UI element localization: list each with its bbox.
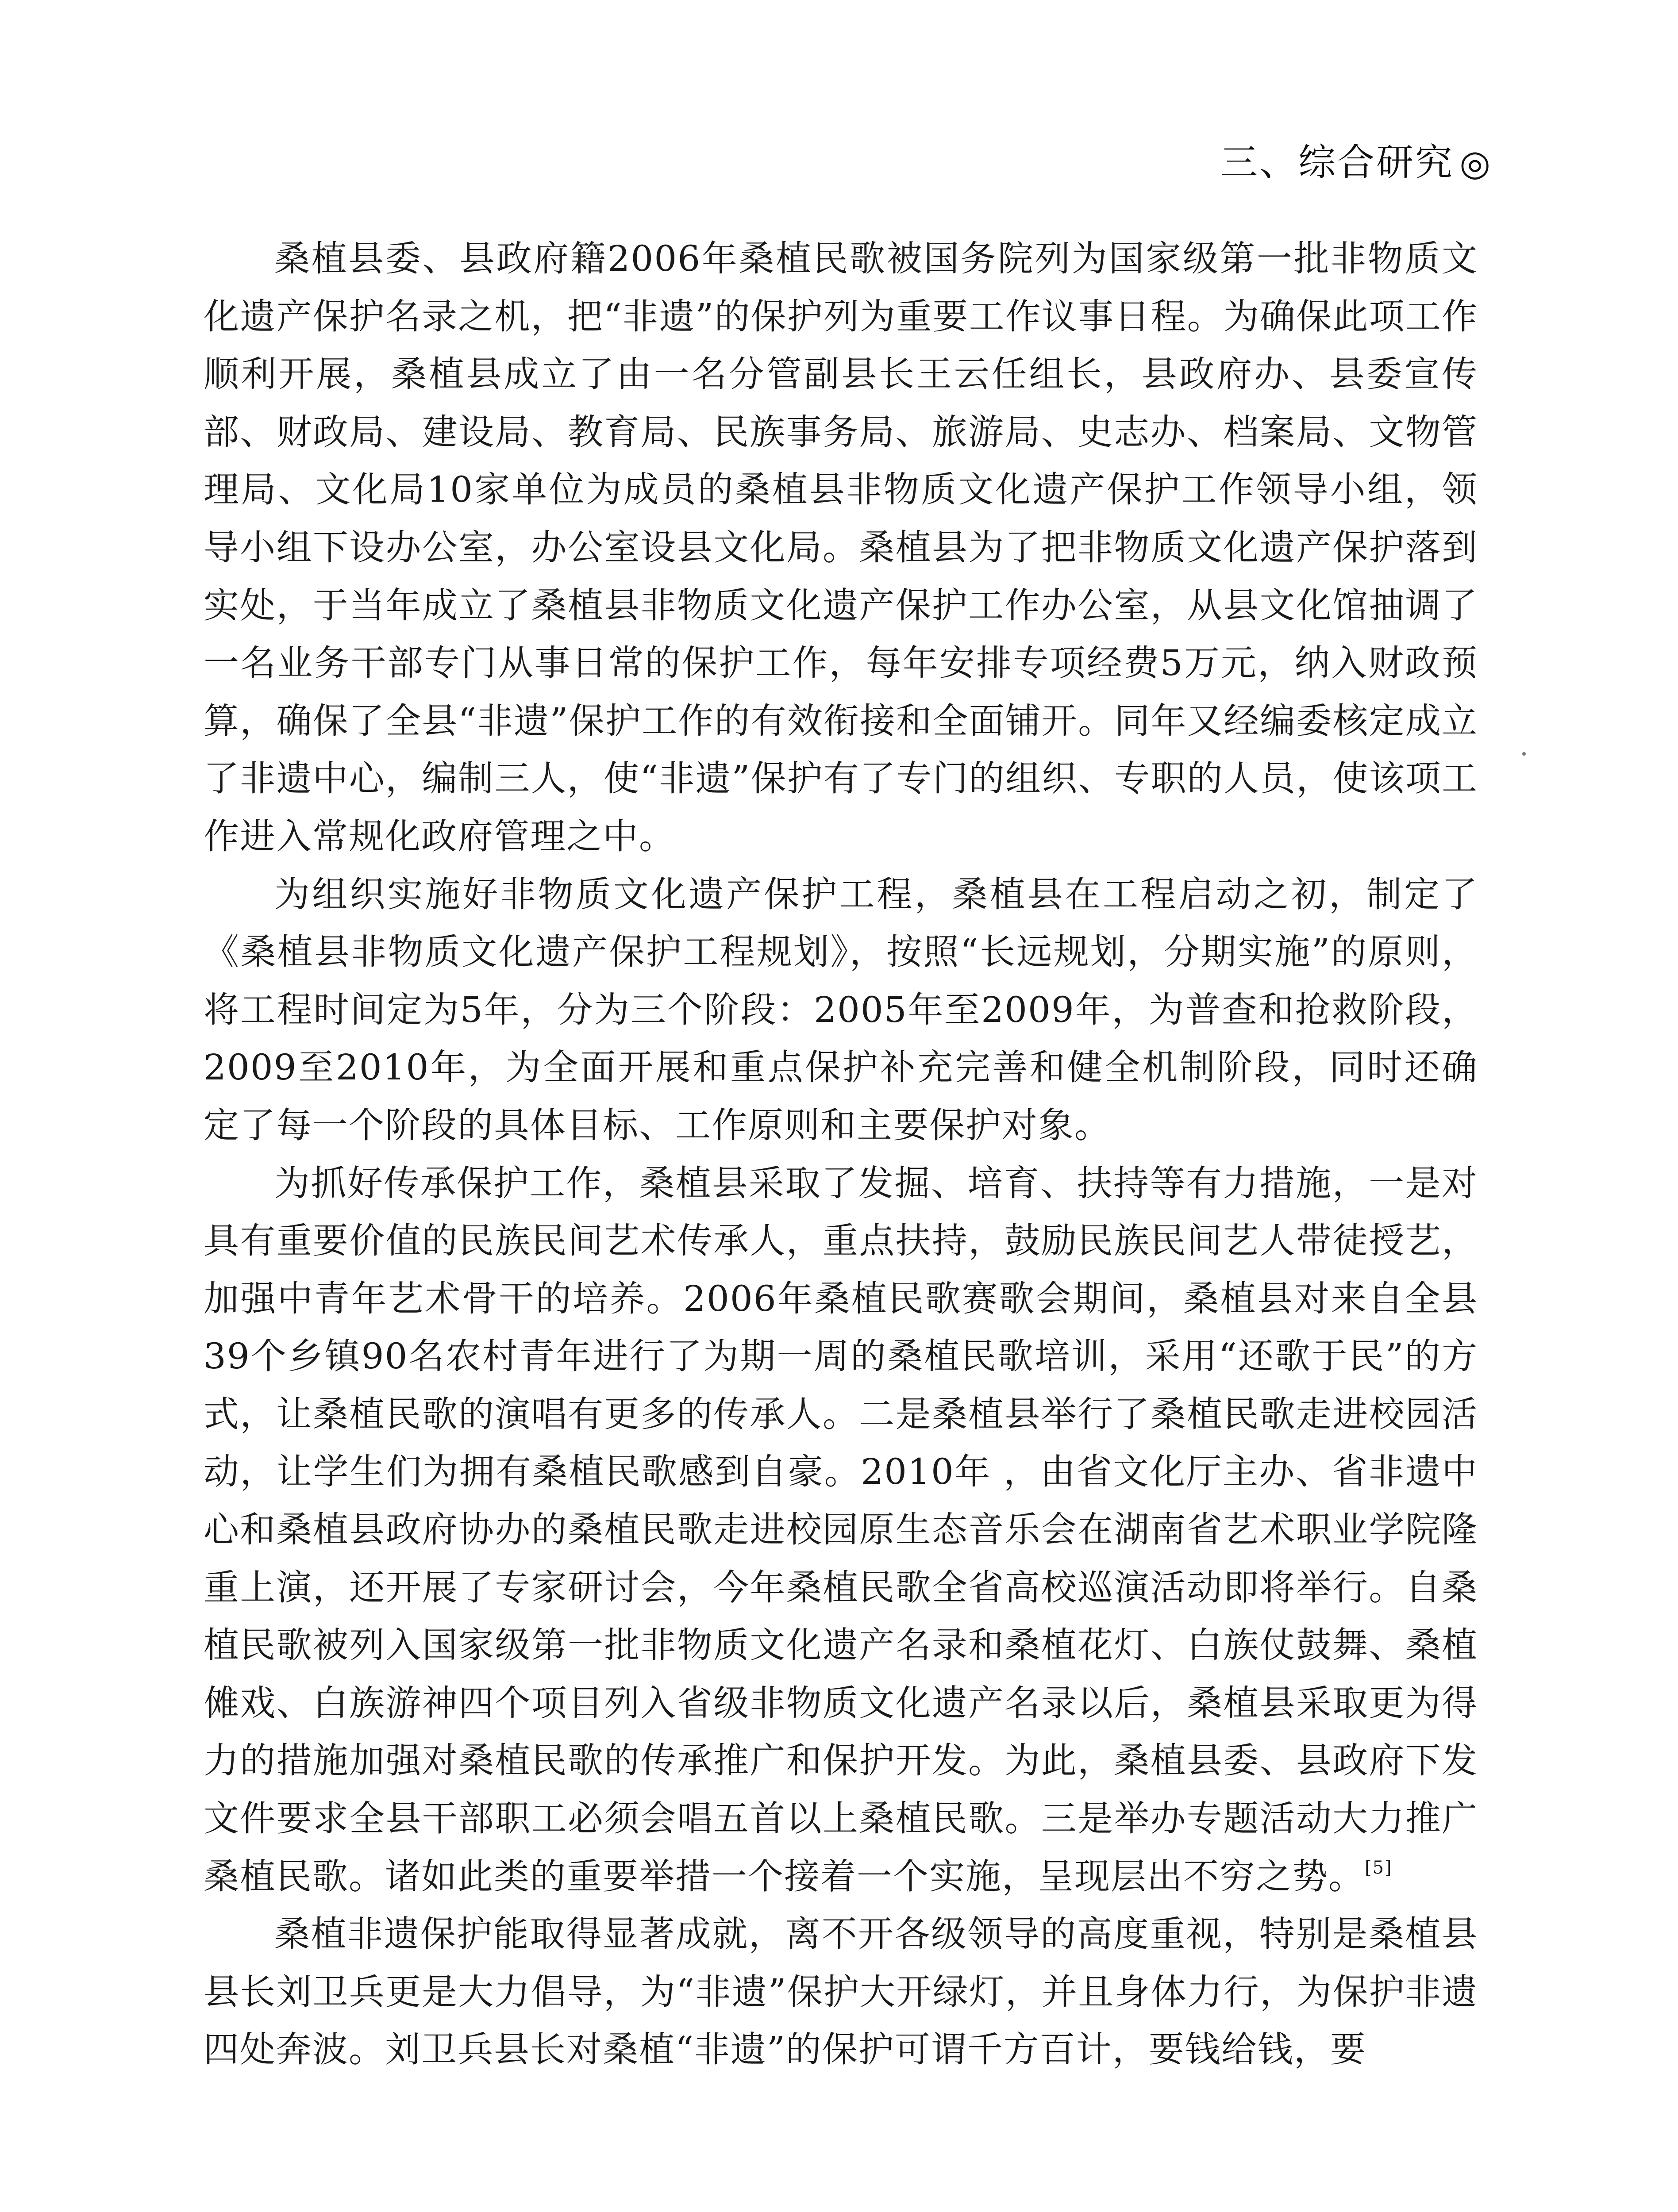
body-text bbox=[204, 230, 1478, 2079]
section-title: 三、综合研究 bbox=[1220, 141, 1455, 184]
paragraph-2 bbox=[204, 866, 1478, 1155]
footnote-marker: [5] bbox=[1365, 1857, 1393, 1878]
running-head bbox=[1220, 133, 1492, 186]
paragraph-4 bbox=[204, 1905, 1478, 2079]
paragraph-text: 桑植县委、县政府籍2006年桑植民歌被国务院列为国家级第一批非物质文化遗产保护名录之机，把“非遗”的保护列为重要工作议事日程。为确保此项工作顺利开展，桑植县成立了由一名分管副县长王云任组长，县政府办、县委宣传部、财政局、建设局、教育局、民族事务局、旅游局、史志办、档案局、文物管理局、文化局10家单位为成员的桑植县非物质文化遗产保护工作领导小组，领导小组下设办公室，办公室设县文化局。桑植县为了把非物质文化遗产保护落到实处，于当年成立了桑植县非物质文化遗产保护工作办公室，从县文化馆抽调了一名业务干部专门从事日常的保护工作，每年安排专项经费5万元，纳入财政预算，确保了全县“非遗”保护工作的有效衔接和全面铺开。同年又经编委核定成立了非遗中心，编制三人，使“非遗”保护有了专门的组织、专职的人员，使该项工作进入常规化政府管理之中。 bbox=[204, 238, 1478, 857]
paragraph-1 bbox=[204, 230, 1478, 866]
paragraph-text: 为抓好传承保护工作，桑植县采取了发掘、培育、扶持等有力措施，一是对具有重要价值的民族民间艺术传承人，重点扶持，鼓励民族民间艺人带徒授艺，加强中青年艺术骨干的培养。2006年桑植民歌赛歌会期间，桑植县对来自全县39个乡镇90名农村青年进行了为期一周的桑植民歌培训，采用“还歌于民”的方式，让桑植民歌的演唱有更多的传承人。二是桑植县举行了桑植民歌走进校园活动，让学生们为拥有桑植民歌感到自豪。2010年 ，由省文化厅主办、省非遗中心和桑植县政府协办的桑植民歌走进校园原生态音乐会在湖南省艺术职业学院隆重上演，还开展了专家研讨会，今年桑植民歌全省高校巡演活动即将举行。自桑植民歌被列入国家级第一批非物质文化遗产名录和桑植花灯、白族仗鼓舞、桑植傩戏、白族游神四个项目列入省级非物质文化遗产名录以后，桑植县采取更为得力的措施加强对桑植民歌的传承推广和保护开发。为此，桑植县委、县政府下发文件要求全县干部职工必须会唱五首以上桑植民歌。三是举办专题活动大力推广桑植民歌。诸如此类的重要举措一个接着一个实施，呈现层出不穷之势。 bbox=[204, 1162, 1478, 1897]
scan-speck bbox=[1522, 752, 1526, 756]
paragraph-text: 桑植非遗保护能取得显著成就，离不开各级领导的高度重视，特别是桑植县县长刘卫兵更是大力倡导，为“非遗”保护大开绿灯，并且身体力行，为保护非遗四处奔波。刘卫兵县长对桑植“非遗”的保护可谓千方百计，要钱给钱，要 bbox=[204, 1913, 1478, 2070]
bullseye-icon: ◎ bbox=[1459, 142, 1492, 184]
paragraph-text: 为组织实施好非物质文化遗产保护工程，桑植县在工程启动之初，制定了《桑植县非物质文化遗产保护工程规划》，按照“长远规划，分期实施”的原则，将工程时间定为5年，分为三个阶段：2005年至2009年，为普查和抢救阶段，2009至2010年，为全面开展和重点保护补充完善和健全机制阶段，同时还确定了每一个阶段的具体目标、工作原则和主要保护对象。 bbox=[204, 873, 1478, 1146]
paragraph-3 bbox=[204, 1155, 1478, 1906]
